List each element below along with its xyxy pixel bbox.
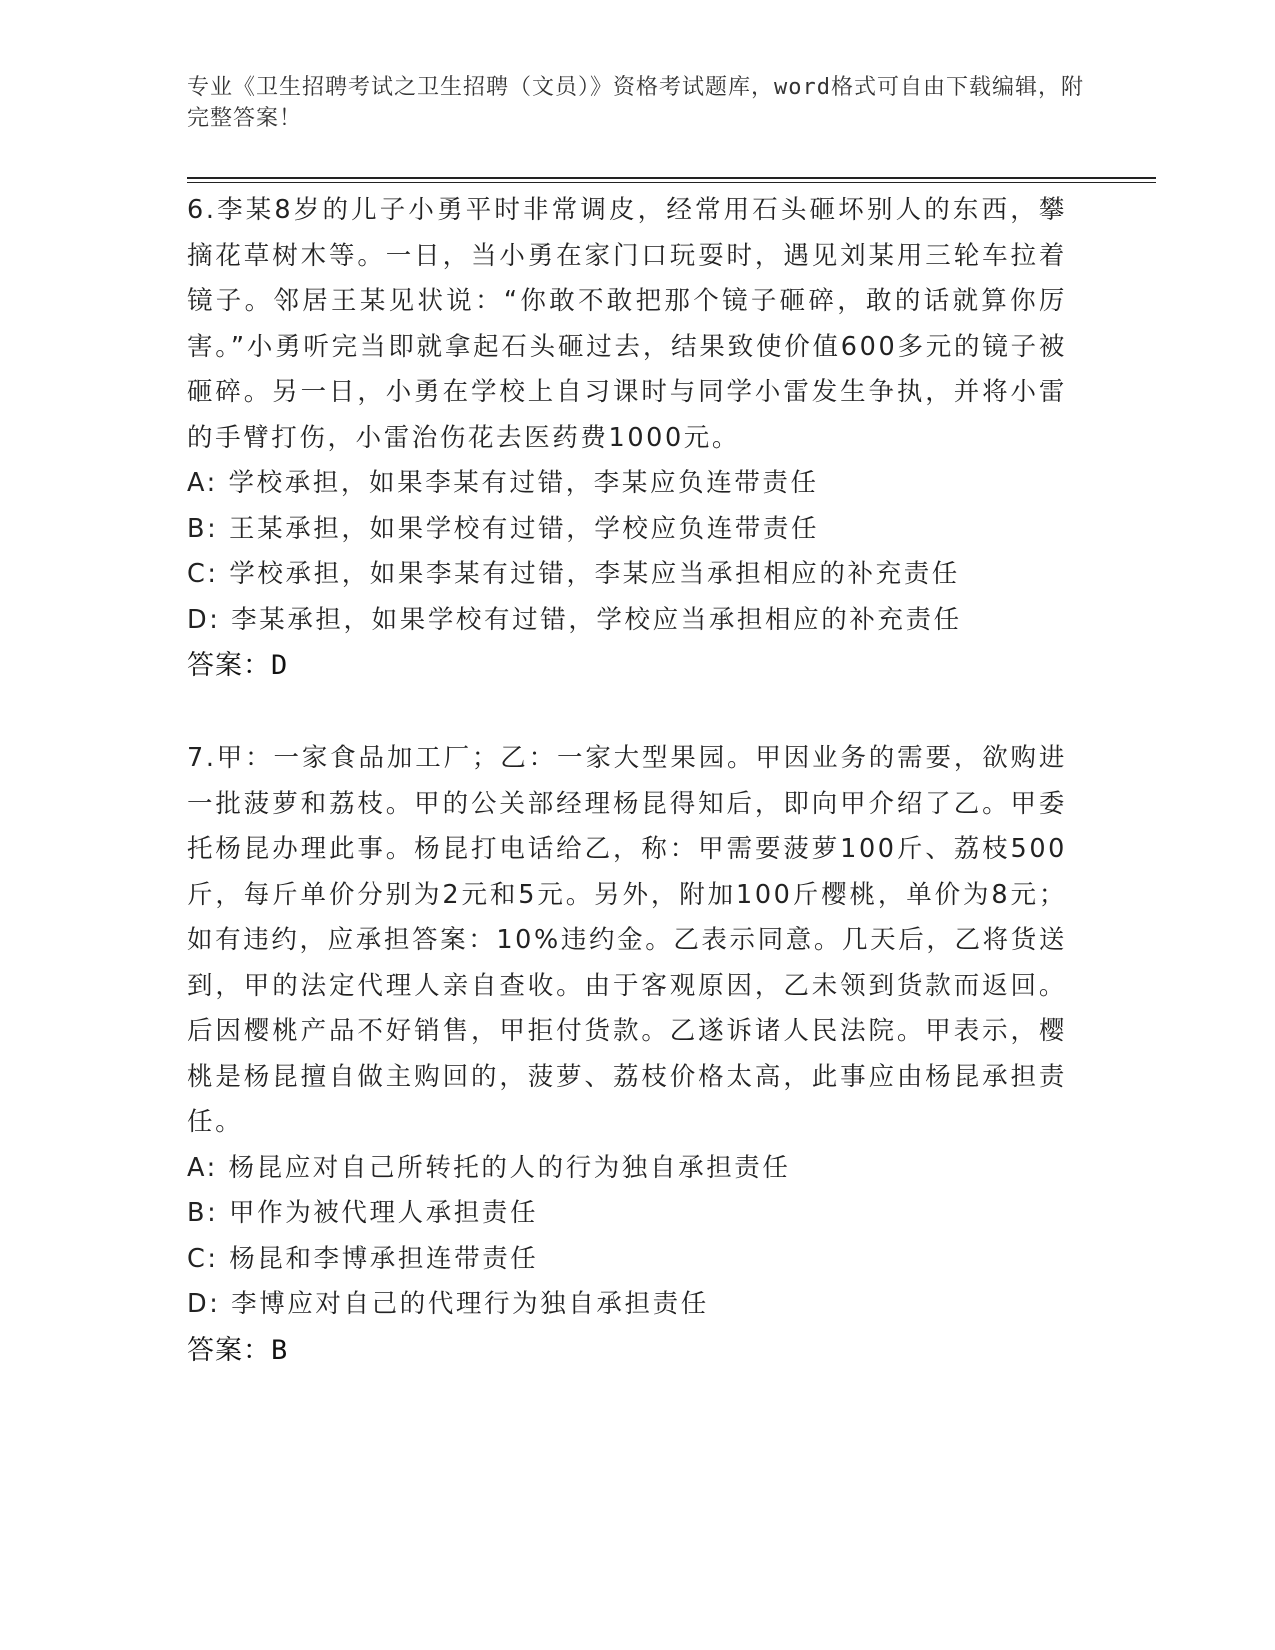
option-d: D: 李博应对自己的代理行为独自承担责任 [187,1289,709,1319]
option-c: C: 学校承担，如果李某有过错，李某应当承担相应的补充责任 [187,559,960,589]
document-header [187,72,1087,134]
question-7 [187,736,1067,1373]
option-a: A: 学校承担，如果李某有过错，李某应负连带责任 [187,468,819,498]
option-c: C: 杨昆和李博承担连带责任 [187,1243,539,1274]
question-stem: 6.李某8岁的儿子小勇平时非常调皮，经常用石头砸坏别人的东西，攀摘花草树木等。一日，当小勇在家门口玩耍时，遇见刘某用三轮车拉着镜子。邻居王某见状说：“你敢不敢把那个镜子砸碎，敢的话就算你厉害。”小勇听完当即就拿起石头砸过去，结果致使价值600多元的镜子被砸碎。另一日，小勇在学校上自习课时与同学小雷发生争执，并将小雷的手臂打伤，小雷治伤花去医药费1000元。 [187,195,1067,453]
header-rule-thin [187,182,1156,183]
header-rule-thick [187,177,1156,179]
question-stem: 7.甲：一家食品加工厂；乙：一家大型果园。甲因业务的需要，欲购进一批菠萝和荔枝。甲的公关部经理杨昆得知后，即向甲介绍了乙。甲委托杨昆办理此事。杨昆打电话给乙，称：甲需要菠萝100斤、荔枝500斤，每斤单价分别为2元和5元。另外，附加100斤樱桃，单价为8元；如有违约，应承担答案：10%违约金。乙表示同意。几天后，乙将货送到，甲的法定代理人亲自查收。由于客观原因，乙未领到货款而返回。后因樱桃产品不好销售，甲拒付货款。乙遂诉诸人民法院。甲表示，樱桃是杨昆擅自做主购回的，菠萝、荔枝价格太高，此事应由杨昆承担责任。 [187,743,1067,1137]
option-b: B: 王某承担，如果学校有过错，学校应负连带责任 [187,513,820,544]
question-6 [187,188,1067,689]
answer: 答案：B [187,1334,289,1366]
header-text: 专业《卫生招聘考试之卫生招聘（文员）》资格考试题库，word格式可自由下载编辑，附完整答案！ [187,75,1084,131]
answer: 答案：D [187,650,289,681]
option-d: D: 李某承担，如果学校有过错，学校应当承担相应的补充责任 [187,604,962,635]
option-b: B: 甲作为被代理人承担责任 [187,1198,539,1228]
option-a: A: 杨昆应对自己所转托的人的行为独自承担责任 [187,1152,791,1183]
